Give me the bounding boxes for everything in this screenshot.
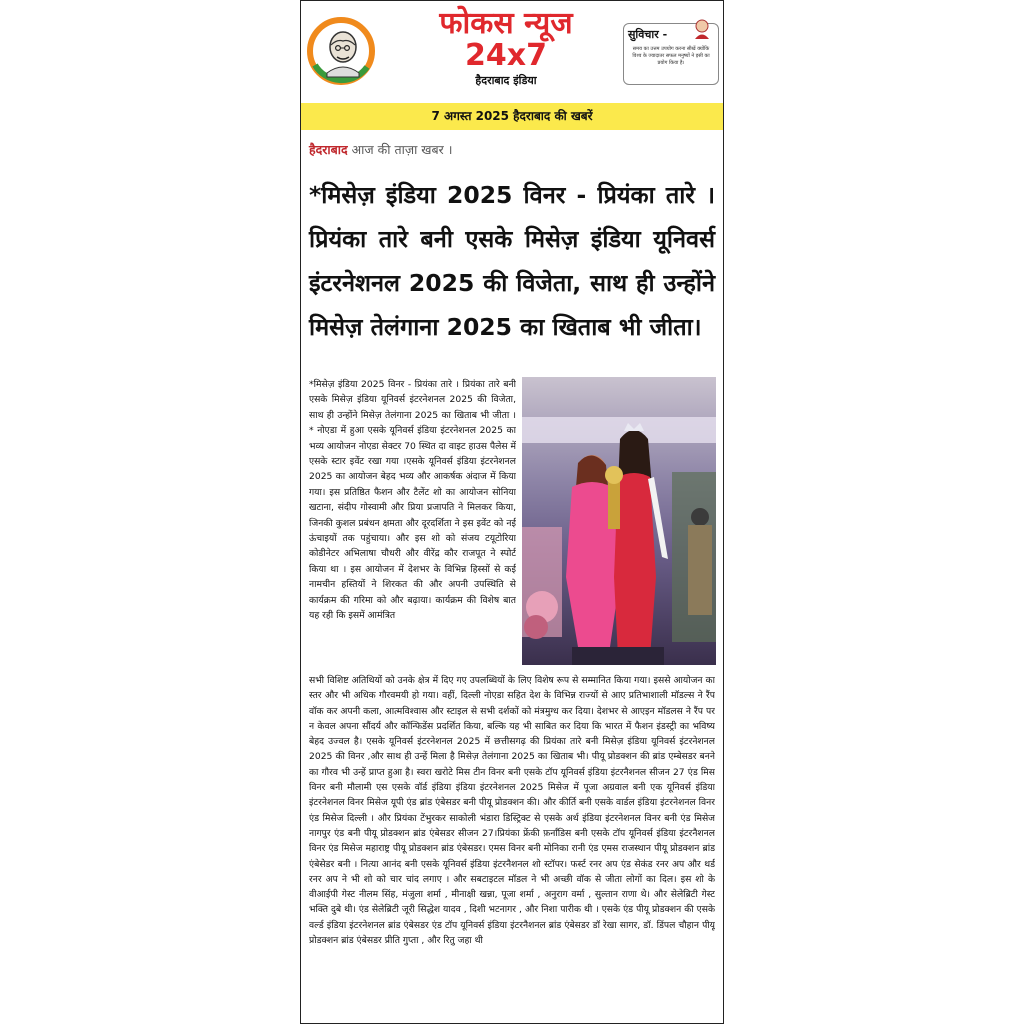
- suvichar-box: [623, 23, 719, 85]
- brand-block: [401, 7, 611, 88]
- date-bar: 7 अगस्त 2025 हैदराबाद की खबरें: [301, 103, 723, 130]
- masthead: [301, 1, 723, 101]
- brand-number: 24x7: [465, 38, 547, 73]
- article-body-top: *मिसेज़ इंडिया 2025 विनर - प्रियंका तारे । प्रियंका तारे बनी एसके मिसेज़ इंडिया यूनिवर्स इंटरनेशनल 2025 की विजेता, साथ ही उन्होंने मिसेज़ तेलंगाना 2025 का खिताब भी जीता ।* नोएडा में हुआ एसके यूनिवर्स इंडिया इंटरनेशनल 2025 का भव्य आयोजन नोएडा सेक्टर 70 स्थित दा वाइट हाउस पैलेस में एसके स्टार इवेंट रखा गया ।एसके यूनिवर्स इंडिया इंटरनेशनल 2025 का आयोजन बेहद भव्य और आकर्षक अंदाज में किया गया। इस प्रतिष्ठित फैशन और टैलेंट शो का आयोजन सोनिया खटाना, संदीप गोस्वामी और प्रिया प्रजापति ने मिलकर किया, जिनकी कुशल प्रबंधन क्षमता और दूरदर्शिता ने इस इवेंट को नई ऊंचाइयों तक पहुंचाया। और इस शो को संजय टयूटोरिया कोडीनेटर अभिलाषा चौधरी और वीरेंद्र कौर राजपूत ने स्पोर्ट किया था । इस आयोजन में देशभर के विभिन्न हिस्सों से कई नामचीन हस्तियों ने शिरकत की और अपनी उपस्थिति से कार्यक्रम की गरिमा को और बढ़ाया। कार्यक्रम की विशेष बात यह रही कि इसमें आमंत्रित: [309, 379, 516, 622]
- article-body-bottom: सभी विशिष्ट अतिथियों को उनके क्षेत्र में दिए गए उपलब्धियों के लिए विशेष रूप से सम्मानित किया गया। इससे आयोजन का स्तर और भी अधिक गौरवमयी हो गया। वहीं, दिल्ली नोएडा सहित देश के विभिन्न राज्यों से आए प्रतिभाशाली मॉडल्स ने रैंप वॉक कर अपनी कला, आत्मविश्वास और स्टाइल से सभी दर्शकों को मंत्रमुग्ध कर दिया। देशभर से आएइन मॉडलस ने रैंप पर न केवल अपना सौंदर्य और कॉन्फिडेंस प्रदर्शित किया, बल्कि यह भी साबित कर दिया कि भारत में फैशन इंडस्ट्री का भविष्य बेहद उज्वल है। एसके यूनिवर्स इंटरनेशनल 2025 में छत्तीसगढ़ की प्रियंका तारे बनी मिसेज़ इंडिया यूनिवर्स इंटरनेशनल 2025 की विनर ,और साथ ही उन्हें मिला है मिसेज़ तेलंगाना 2025 का खिताब भी। पीयू प्रोडक्शन की ब्रांड एम्बेसडर बनने का गौरव भी उन्हें प्राप्त हुआ है। स्वरा खरोटे मिस टीन विनर बनी एसके टॉप यूनिवर्स इंडिया इंटरनैशनल सीजन 27 एंड मिस विनर बनी मौलामी एस एसके वॉर्ड इंडिया इंडिया इंटरनेशनल 2025 मिसेज में पूजा अग्रवाल बनी एक यूनिवर्स इंडिया इंटरनेशनल विनर मिसेज यूपी एंड ब्रांड एंबेसडर बनी पीयू प्रोडक्शन की। और कीर्ति बनी एसके वार्डल इंडिया इंटरनेशनल विनर एंड मिसेज दिल्ली । और प्रियंका टेंभुरकर साकोली भंडारा डिस्ट्रिक्ट से एसके अर्थ इंडिया इंटरनेशनल विनर बनी एंड मिसेज नागपुर एंड बनी पीयू प्रोडक्शन ब्रांड एंबेसडर सीजन 27।प्रियंका फ्रेंकी फ़र्नांडिस बनी एसके टॉप यूनिवर्स इंडिया इंटरनैशनल विनर एंड मिसेज महाराष्ट्र पीयू प्रोडक्शन ब्रांड एंबेसडर। एमस विनर बनी मोनिका रानी एंड एमस राजस्थान पीयू प्रोडक्शन ब्रांड एंबेसेडर बनी । नित्या आनंद बनी एसके यूनिवर्स इंडिया इंटरनैशनल शो स्टॉपर। फर्स्ट रनर अप एंड सेकंड रनर अप और थर्ड रनर अप ने भी शो को चार चांद लगाए । और सबटाइटल मॉडल ने भी अच्छी वॉक से जीता लोगों का दिल। इस शो के वीआईपी गेस्ट नीलम सिंह, मंजुला शर्मा , मीनाक्षी खन्ना, पूजा शर्मा , अनुराग वर्मा , सुल्तान राणा थे। और सेलेब्रिटी गेस्ट भक्ति दुबे थी। एंड सेलेब्रिटी जूरी सिद्धेश यादव , दिशी भटनागर , और निशा पारीक थी । एसके एंड पीयू प्रोडक्शन की एसके वर्ल्ड इंडिया इंटरनेशनल ब्रांड एंबेसडर एंड टॉप यूनिवर्स इंडिया इंटरनैशनल ब्रांड एंबेसडर डॉ रेखा सागर, डॉ. डिंपल चौहान पीयू प्रोडक्शन ब्रांड एंबेसडर प्रीति गुप्ता , और रितु जहा थी: [309, 675, 715, 947]
- suvichar-text: समय का उत्तम उपयोग करना सीखें क्योंकि विश्व के ज्यादातर सफल मनुष्यों ने इसी का प्रयोग किया है।: [632, 46, 710, 66]
- newspaper-page: [300, 0, 724, 1024]
- suvichar-avatar-icon: [692, 18, 712, 40]
- article-photo: [522, 377, 716, 665]
- dateline-rest: आज की ताज़ा खबर ।: [351, 142, 453, 157]
- brand-city: हैदराबाद इंडिया: [475, 74, 537, 87]
- dateline-city: हैदराबाद: [309, 142, 348, 157]
- dateline: [309, 141, 453, 158]
- suvichar-title: सुविचार -: [628, 28, 668, 41]
- headline: *मिसेज़ इंडिया 2025 विनर - प्रियंका तारे । प्रियंका तारे बनी एसके मिसेज़ इंडिया यूनिवर्स इंटरनेशनल 2025 की विजेता, साथ ही उन्होंने मिसेज़ तेलंगाना 2025 का खिताब भी जीता।: [309, 181, 715, 341]
- leader-portrait-logo-icon: [307, 15, 375, 91]
- brand-name: फोकस न्यूज: [439, 6, 573, 41]
